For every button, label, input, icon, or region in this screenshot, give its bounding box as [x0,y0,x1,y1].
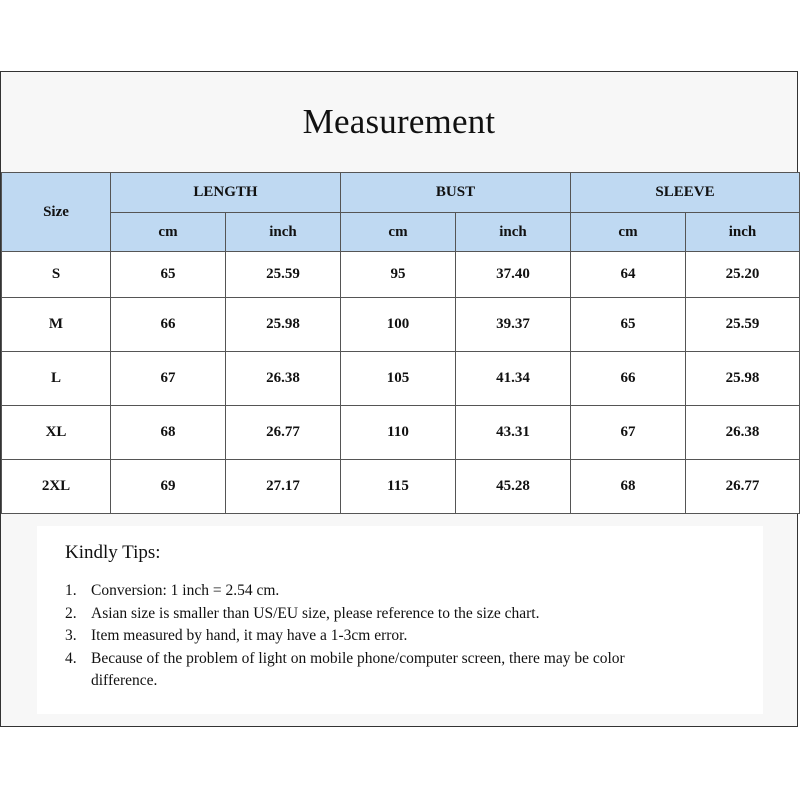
sleeve-cm-header: cm [571,213,686,252]
measurement-cell: 110 [341,406,456,460]
measurement-cell: 25.98 [226,298,341,352]
measurement-cell: 68 [111,406,226,460]
measurement-cell: 26.77 [686,460,800,514]
tip-item [65,625,735,648]
title-area [1,72,797,172]
measurement-cell: 45.28 [456,460,571,514]
measurement-cell: 26.38 [686,406,800,460]
size-header: Size [2,173,111,252]
tip-number: 4. [65,649,77,667]
sleeve-header: SLEEVE [571,173,800,213]
tips-box [37,526,763,714]
table-row [2,460,800,514]
length-inch-header: inch [226,213,341,252]
size-cell: L [2,352,111,406]
tip-number: 2. [65,604,77,622]
measurement-cell: 66 [111,298,226,352]
bust-inch-header: inch [456,213,571,252]
tip-text: Because of the problem of light on mobile phone/computer screen, there may be color difference. [91,649,625,689]
tip-text: Asian size is smaller than US/EU size, please reference to the size chart. [91,604,540,622]
measurement-cell: 64 [571,252,686,298]
measurement-cell: 95 [341,252,456,298]
tip-text: Item measured by hand, it may have a 1-3cm error. [91,627,408,644]
measurement-cell: 25.20 [686,252,800,298]
bust-header: BUST [341,173,571,213]
length-header: LENGTH [111,173,341,213]
tip-item [65,580,735,603]
size-table [1,172,800,514]
measurement-cell: 105 [341,352,456,406]
sleeve-inch-header: inch [686,213,800,252]
bust-cm-header: cm [341,213,456,252]
measurement-cell: 68 [571,460,686,514]
measurement-cell: 39.37 [456,298,571,352]
table-row [2,406,800,460]
measurement-cell: 67 [111,352,226,406]
measurement-cell: 65 [111,252,226,298]
measurement-cell: 43.31 [456,406,571,460]
measurement-cell: 26.38 [226,352,341,406]
page-title: Measurement [302,102,496,141]
tip-item [65,603,735,626]
size-chart-panel [0,71,798,727]
measurement-cell: 25.98 [686,352,800,406]
measurement-cell: 25.59 [686,298,800,352]
table-body [2,252,800,514]
measurement-cell: 25.59 [226,252,341,298]
size-cell: XL [2,406,111,460]
measurement-cell: 27.17 [226,460,341,514]
measurement-cell: 69 [111,460,226,514]
size-cell: M [2,298,111,352]
tips-title: Kindly Tips: [65,542,161,563]
table-row [2,352,800,406]
tip-item [65,648,735,693]
tips-list [65,580,735,693]
tip-number: 3. [65,627,77,644]
size-cell: S [2,252,111,298]
measurement-cell: 65 [571,298,686,352]
measurement-cell: 37.40 [456,252,571,298]
table-row [2,252,800,298]
measurement-cell: 66 [571,352,686,406]
measurement-cell: 67 [571,406,686,460]
table-row [2,298,800,352]
tip-number: 1. [65,582,77,599]
measurement-cell: 26.77 [226,406,341,460]
tip-text: Conversion: 1 inch = 2.54 cm. [91,582,280,599]
measurement-cell: 115 [341,460,456,514]
measurement-cell: 100 [341,298,456,352]
measurement-cell: 41.34 [456,352,571,406]
size-cell: 2XL [2,460,111,514]
length-cm-header: cm [111,213,226,252]
